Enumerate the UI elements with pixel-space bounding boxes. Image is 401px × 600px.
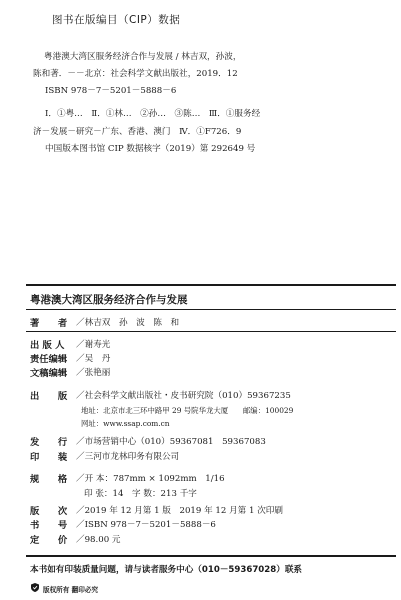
rights-notice: 版权所有 翻印必究 xyxy=(43,586,99,594)
shield-icon xyxy=(31,583,39,592)
publishing-label: 出 版 xyxy=(30,391,68,402)
authors-label: 著 者 xyxy=(30,318,68,329)
cip-heading: 图书在版编目（CIP）数据 xyxy=(52,14,181,26)
authors-value: ／林吉双 孙 波 陈 和 xyxy=(76,318,180,328)
printing-value: ／三河市龙林印务有限公司 xyxy=(76,452,180,462)
top-rule xyxy=(26,284,396,286)
cip-title-line: 粤港澳大湾区服务经济合作与发展 / 林吉双，孙波， xyxy=(44,52,242,62)
cip-index-line: Ⅰ．①粤… Ⅱ．①林… ②孙… ③陈… Ⅲ．①服务经 xyxy=(45,109,261,119)
cip-imprint-line: 陈和著．－－北京：社会科学文献出版社，2019．12 xyxy=(33,69,238,79)
publisher-website: 网址：www.ssap.com.cn xyxy=(81,419,170,428)
copy-editor-label: 文稿编辑 xyxy=(30,368,68,379)
distribution-value: ／市场营销中心（010）59367081 59367083 xyxy=(76,437,266,447)
printing-label: 印 装 xyxy=(30,452,68,463)
title-rule xyxy=(26,309,396,310)
specs-value: ／开 本：787mm × 1092mm 1/16 xyxy=(76,474,225,484)
cip-isbn-line: ISBN 978－7－5201－5888－6 xyxy=(45,86,177,96)
distribution-label: 发 行 xyxy=(30,437,68,448)
isbn-value: ／ISBN 978－7－5201－5888－6 xyxy=(76,520,216,530)
authors-rule xyxy=(26,331,396,332)
edition-label: 版 次 xyxy=(30,506,68,517)
edition-value: ／2019 年 12 月第 1 版 2019 年 12 月第 1 次印刷 xyxy=(76,506,283,516)
publishing-value: ／社会科学文献出版社・皮书研究院（010）59367235 xyxy=(76,391,291,401)
editor-label: 责任编辑 xyxy=(30,354,68,365)
cip-number-line: 中国版本图书馆 CIP 数据核字（2019）第 292649 号 xyxy=(45,144,256,154)
specs-value-2: 印 张：14 字 数：213 千字 xyxy=(84,489,197,499)
footer-note: 本书如有印装质量问题，请与读者服务中心（010－59367028）联系 xyxy=(30,565,303,575)
price-value: ／98.00 元 xyxy=(76,535,121,545)
cip-subject-line: 济－发展－研究－广东、香港、澳门 Ⅳ．①F726．9 xyxy=(33,127,242,137)
editor-value: ／吴 丹 xyxy=(76,354,111,364)
specs-label: 规 格 xyxy=(30,474,68,485)
publisher-address: 地址：北京市北三环中路甲 29 号院华龙大厦 邮编：100029 xyxy=(81,406,294,415)
bottom-rule xyxy=(26,555,396,557)
book-title: 粤港澳大湾区服务经济合作与发展 xyxy=(30,294,188,306)
isbn-label: 书 号 xyxy=(30,520,68,531)
publisher-person-label: 出 版 人 xyxy=(30,340,65,351)
copy-editor-value: ／张艳丽 xyxy=(76,368,111,378)
publisher-person-value: ／谢寿光 xyxy=(76,340,111,350)
price-label: 定 价 xyxy=(30,535,68,546)
